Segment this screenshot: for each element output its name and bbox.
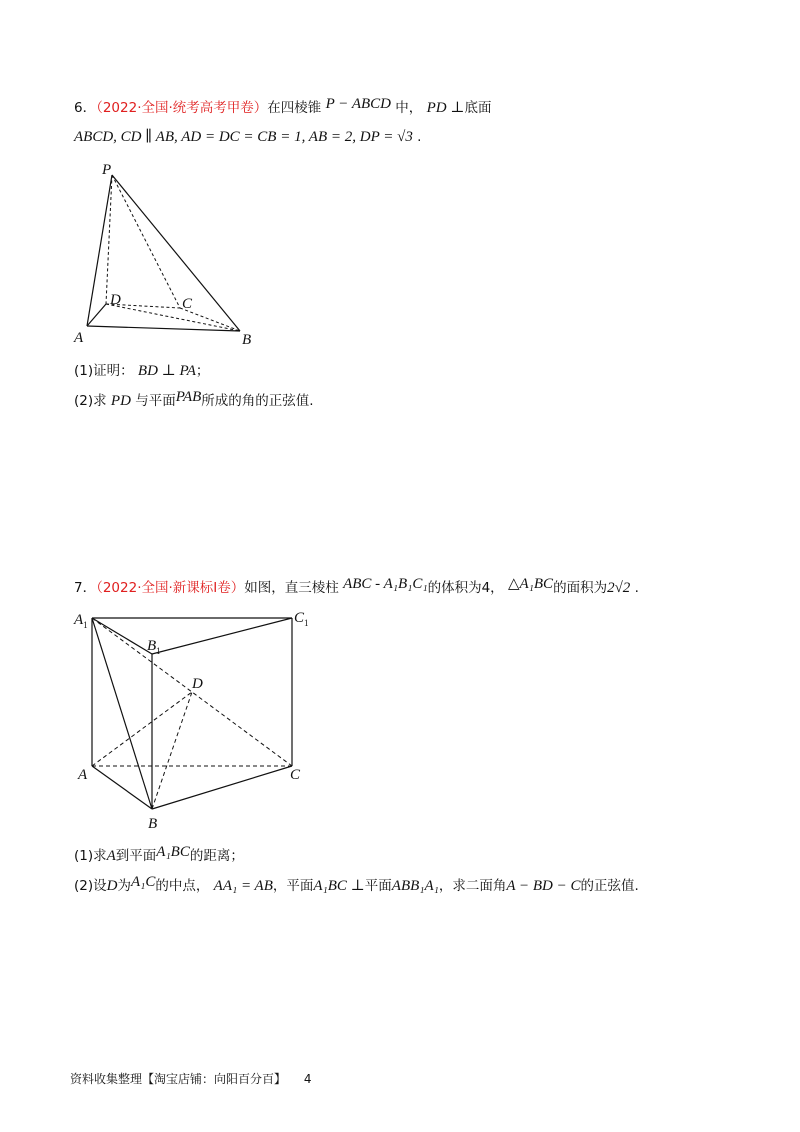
- q7-part2-seg: A₁C: [130, 874, 156, 890]
- q7-end: .: [634, 580, 639, 596]
- q7-part2-D: D: [106, 878, 118, 894]
- q7-part2-d: ，平面: [272, 878, 314, 894]
- q6-part2-pd: PD: [110, 393, 131, 409]
- q7-prism: ABC - A₁B₁C₁: [343, 576, 428, 592]
- q7-triangle: △A₁BC: [507, 576, 554, 592]
- label-A1: $A_1$: [74, 612, 88, 630]
- page-footer: [70, 1070, 311, 1087]
- q6-end: .: [417, 129, 422, 145]
- q6-part1-math: BD ⊥ PA: [137, 363, 196, 379]
- edge-AB: [92, 766, 152, 809]
- q7-prism-figure: [70, 604, 340, 834]
- edge-PC-hidden: [112, 175, 180, 308]
- q7-part1-c: 的距离；: [189, 848, 244, 864]
- q7-number: 7．: [74, 580, 97, 596]
- q6-part1: [74, 361, 209, 381]
- footer-text: 资料收集整理【淘宝店铺：向阳百分百】: [70, 1072, 287, 1086]
- q6-part2-c: 所成的角的正弦值.: [201, 393, 314, 409]
- q6-perp: PD ⊥: [426, 100, 465, 116]
- label-A: A: [74, 330, 84, 346]
- q6-source: 2022·全国·统考高考甲卷: [102, 100, 254, 116]
- q6-part1-end: ；: [195, 363, 210, 379]
- q7-part2-plane1: A₁BC ⊥: [313, 878, 365, 894]
- q7-part1: [74, 846, 244, 866]
- q6-part2-b: 与平面: [135, 393, 176, 409]
- q7-part2-eq: AA₁ = AB: [213, 878, 273, 894]
- q7-part2-angle: A − BD − C: [506, 878, 581, 894]
- q7-stem-line1: [74, 578, 639, 598]
- q6-mid: 中，: [395, 100, 423, 116]
- q7-part2-b: 为: [117, 878, 131, 894]
- q6-part2-a: (2)求: [74, 393, 107, 409]
- q7-part2-a: (2)设: [74, 878, 107, 894]
- q7-part2-g: 的正弦值.: [580, 878, 639, 894]
- q7-part2-f: ，求二面角: [438, 878, 507, 894]
- q6-part2: [74, 391, 314, 411]
- q6-source-open: （: [96, 100, 103, 116]
- q6-stem-line1: [74, 98, 491, 118]
- q7-area-text: 的面积为: [553, 580, 608, 596]
- q6-source-close: ）: [253, 100, 268, 116]
- label-C: C: [290, 767, 301, 783]
- label-B1: $B_1$: [147, 638, 161, 656]
- label-P: P: [102, 162, 112, 178]
- q7-part2-plane2: ABB₁A₁: [391, 878, 439, 894]
- label-D: D: [110, 292, 121, 308]
- q6-intro: 在四棱锥: [267, 100, 322, 116]
- q7-part2-e: 平面: [364, 878, 392, 894]
- label-B: B: [148, 816, 158, 832]
- label-A: A: [78, 767, 88, 783]
- label-C1: $C_1$: [294, 610, 309, 628]
- q7-source-close: ）: [230, 580, 245, 596]
- edge-A1B: [92, 618, 152, 809]
- q7-intro: 如图，直三棱柱: [244, 580, 339, 596]
- edge-AD-hidden: [92, 692, 192, 766]
- edge-BD-hidden: [152, 692, 192, 809]
- q7-volume-text: 的体积为4，: [427, 580, 504, 596]
- edge-AB: [87, 326, 240, 331]
- q6-base: 底面: [464, 100, 492, 116]
- q7-part2: [74, 876, 639, 896]
- label-D: D: [192, 676, 203, 692]
- edge-BC: [152, 766, 292, 809]
- q7-part1-plane: A₁BC: [156, 844, 190, 860]
- q7-area-value: 2√2: [607, 580, 631, 596]
- label-C: C: [182, 296, 193, 312]
- q6-conditions: ABCD, CD ∥ AB, AD = DC = CB = 1, AB = 2, DP = √3: [74, 129, 413, 145]
- edge-PB: [112, 175, 240, 331]
- q6-part2-pab: PAB: [175, 389, 202, 405]
- q7-source-open: （: [96, 580, 103, 596]
- q6-pyramid: P − ABCD: [325, 96, 391, 112]
- q6-stem-line2: [74, 127, 421, 147]
- edge-B1C1: [152, 618, 292, 654]
- q7-part1-a: (1)求: [74, 848, 107, 864]
- q6-pyramid-figure: [70, 158, 270, 348]
- edge-PA: [87, 175, 112, 326]
- q7-part1-A: A: [106, 848, 116, 864]
- q7-source: 2022·全国·新课标Ⅰ卷: [102, 580, 231, 596]
- q7-part1-b: 到平面: [115, 848, 157, 864]
- q6-part1-prefix: (1)证明：: [74, 363, 134, 379]
- page-number: 4: [303, 1072, 312, 1086]
- q7-part2-c: 的中点，: [155, 878, 210, 894]
- label-B: B: [242, 332, 252, 348]
- q6-number: 6．: [74, 100, 97, 116]
